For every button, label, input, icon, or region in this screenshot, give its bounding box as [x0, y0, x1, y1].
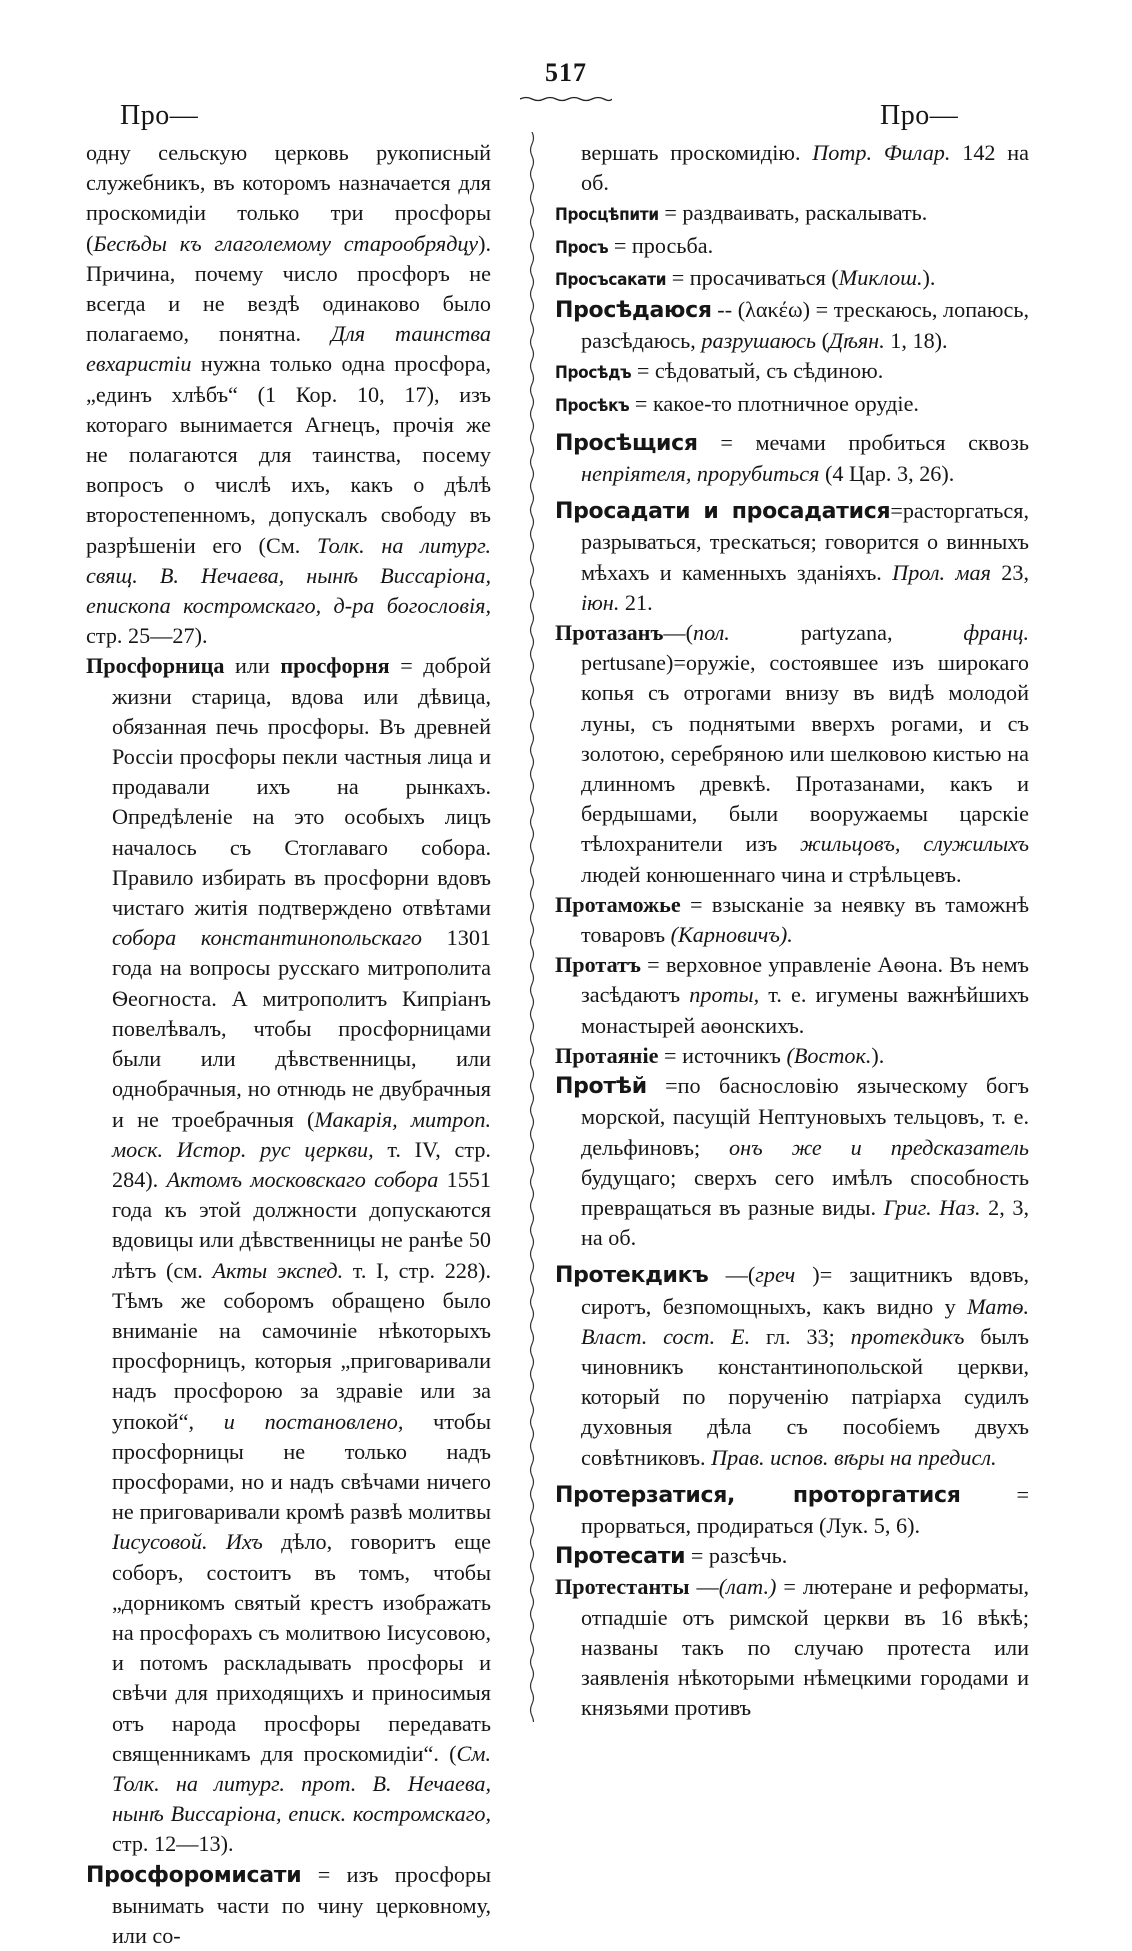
reference-text: Дѣян.	[828, 328, 885, 354]
headword: Протѣй	[555, 1074, 647, 1100]
entry-text: 2, 3, на об.	[581, 1194, 1030, 1251]
entry-text: 142 на об.	[581, 140, 1029, 196]
entry-text: 21.	[619, 589, 653, 615]
reference-text: См. Толк. на литург. прот. В. Нечаева, нынѣ Виссаріона, еписк. костромскаго,	[112, 1740, 491, 1827]
reference-text: Акты экспед.	[212, 1257, 344, 1283]
reference-text: Бесѣды къ глаголемому старообрядцу	[93, 230, 479, 256]
reference-text: іюн.	[581, 589, 620, 615]
headword: Протатъ	[555, 952, 641, 978]
headword: Просѣдъ	[555, 363, 632, 384]
entry-text: = какое-то плотничное орудіе.	[629, 390, 919, 416]
dictionary-entry	[555, 890, 1029, 950]
reference-text: греч	[755, 1262, 796, 1288]
dictionary-entry	[555, 1480, 1029, 1541]
reference-text: непріятеля, прорубиться	[581, 461, 820, 487]
entry-text: (4 Цар. 3, 26).	[819, 461, 955, 487]
page-number: 517	[545, 58, 587, 87]
reference-text: Макарія, митроп. моск. Истор. рус церкви,	[112, 1106, 492, 1162]
reference-text: (Восток.	[786, 1042, 872, 1068]
reference-text: и постановлено,	[223, 1408, 404, 1434]
entry-text: = доброй жизни старица, вдова или дѣвица, обязанная печь просфоры. Въ древней Россіи просфоры пекли частныя лица и продавали ихъ на рынкахъ. Опредѣленіе на это особыхъ лицъ началось съ Стоглаваго собора. Правило избирать въ просфорни вдовъ чистаго житія подтверждено отвѣтами	[112, 653, 491, 921]
dictionary-entry	[555, 356, 1029, 388]
headword: Просѣкъ	[555, 395, 630, 416]
page-number-rule	[520, 96, 612, 102]
entry-text: 23,	[990, 559, 1029, 585]
entry-text: т. I, стр. 228). Тѣмъ же соборомъ обращено было вниманіе на самочиніе нѣкоторыхъ просфорницъ, которыя „приговаривали надъ просфорою за здравіе или за упокой“,	[112, 1257, 491, 1434]
reference-text: пол.	[692, 620, 730, 646]
reference-text: жильцовъ, служилыхъ	[800, 831, 1029, 857]
headword: Протазанъ	[555, 620, 664, 646]
dictionary-entry	[555, 1260, 1029, 1472]
reference-text: Актомъ московскаго собора	[166, 1166, 439, 1192]
entry-text: = источникъ	[658, 1042, 787, 1068]
entry-text: =расторгаться, разрываться, трескаться; говорится о винныхъ мѣхахъ и каменныхъ зданіяхъ.	[581, 498, 1029, 585]
dictionary-entry	[555, 1041, 1029, 1071]
reference-text: Для таинства евхаристіи	[86, 321, 491, 377]
entry-text: = мечами пробиться сквозь	[697, 429, 1029, 455]
dictionary-entry	[86, 1860, 491, 1951]
reference-text: онъ же и предсказатель	[729, 1134, 1030, 1160]
headword: Просфоромисати	[86, 1862, 302, 1888]
column-divider	[527, 132, 537, 1722]
entry-text: = просьба.	[608, 232, 714, 258]
reference-text: разрушаюсь	[701, 328, 817, 354]
dictionary-entry	[555, 1541, 1029, 1572]
left-column	[86, 138, 491, 1951]
entry-text: = прорваться, продираться (Лук. 5, 6).	[581, 1481, 1029, 1538]
headword: Протаможье	[555, 891, 681, 917]
entry-text: или	[224, 653, 281, 679]
dictionary-entry	[555, 231, 1029, 263]
dictionary-entry	[555, 618, 1029, 890]
reference-text: (лат.)	[718, 1574, 777, 1600]
reference-text: Миклош.	[838, 264, 923, 290]
headword: Протаяніе	[555, 1042, 659, 1068]
dictionary-entry	[555, 950, 1029, 1041]
entry-text: стр. 25—27).	[86, 623, 208, 649]
entry-text: = сѣдоватый, съ сѣдиною.	[631, 358, 884, 384]
headword: Протестанты	[555, 1574, 690, 1600]
reference-text: франц.	[963, 620, 1029, 646]
right-column	[555, 138, 1029, 1723]
entry-text: ).	[922, 264, 936, 290]
entry-text: былъ чиновникъ константинопольской церкви, который по порученію патріарха судилъ духовныя дѣла съ пособіемъ двухъ совѣтниковъ.	[581, 1323, 1029, 1470]
headword: просфорня	[280, 653, 390, 679]
entry-text: (	[816, 328, 829, 354]
entry-text: = лютеране и реформаты, отпадшіе отъ римской церкви въ 16 вѣкѣ; названы такъ по случаю протеста или заявленія нѣкоторыми нѣмецкими городами и князьями противъ	[581, 1574, 1030, 1721]
dictionary-entry	[86, 651, 491, 1859]
headword: Просѣщися	[555, 430, 698, 456]
headword: Протекдикъ	[555, 1263, 709, 1289]
entry-text: =по баснословію языческому богъ морской, пасущій Нептуновыхъ тельцовъ, т. е. дельфиновъ;	[581, 1073, 1029, 1160]
entry-text: одну сельскую церковь рукописный служебникъ, въ которомъ назначается для проскомидіи только три просфоры (	[86, 140, 491, 256]
reference-text: Іисусовой. Ихъ	[112, 1529, 263, 1555]
headword: Просъ	[555, 237, 609, 258]
reference-text: собора константинопольскаго	[112, 925, 422, 951]
entry-text: вершать проскомидію.	[581, 140, 813, 165]
headword: Просъсакати	[555, 269, 667, 290]
entry-text: 1301 года на вопросы русскаго митрополита Ѳеогноста. А митрополитъ Кипріанъ повелѣвалъ, чтобы просфорницами были или дѣвственницы, или однобрачныя, но отнюдь не двубрачныя и не троебрачныя (	[112, 925, 492, 1132]
entry-text: 1551 года къ этой должности допускаются вдовицы или дѣвственницы не ранѣе 50 лѣтъ (см.	[112, 1166, 491, 1283]
entry-text: будущаго; сверхъ сего имѣлъ способность превращаться въ разные виды.	[581, 1164, 1029, 1220]
dictionary-entry	[555, 389, 1029, 421]
dictionary-entry	[555, 1071, 1029, 1253]
dictionary-entry	[555, 428, 1029, 489]
entry-text: ). Причина, почему число просфоръ не всегда и не вездѣ одинаково было полагаемо, понятна.	[86, 230, 491, 347]
entry-text: —(	[708, 1262, 756, 1288]
dictionary-entry	[555, 295, 1029, 356]
headword: Протесати	[555, 1544, 686, 1570]
entry-continuation	[86, 138, 491, 651]
reference-text: проты,	[689, 982, 760, 1008]
entry-text: 1, 18).	[884, 328, 948, 354]
reference-text: Прав. испов. вѣры на предисл.	[711, 1444, 997, 1470]
entry-continuation	[555, 138, 1029, 198]
entry-text: )= защитникъ вдовъ, сиротъ, безпомощныхъ, какъ видно у	[581, 1262, 1030, 1319]
dictionary-entry	[555, 263, 1029, 295]
dictionary-entry	[555, 198, 1029, 230]
entry-text: т. IV, стр. 284).	[112, 1136, 491, 1192]
entry-text: = верховное управленіе Аѳона. Въ немъ засѣдаютъ	[581, 952, 1029, 1008]
entry-text: = просачиваться (	[666, 264, 839, 290]
headword: Просфорница	[86, 653, 225, 679]
entry-text: нужна только одна просфора, „единъ хлѣбъ“ (1 Кор. 10, 17), изъ котораго вынимается Агнецъ, прочія же не полагаются для таинства, посему вопросъ о числѣ ихъ, какъ о дѣлѣ второстепенномъ, допускалъ свободу въ разрѣшеніи его (См.	[86, 351, 491, 558]
entry-text: гл. 33;	[750, 1323, 851, 1349]
entry-text: чтобы просфорницы не только надъ просфорами, но и надъ свѣчами ничего не приговаривали кромѣ развѣ молитвы	[112, 1408, 491, 1525]
reference-text: Толк. на литург. свящ. В. Нечаева, нынѣ Виссаріона, епископа костромскаго, д-ра богословія,	[86, 532, 491, 619]
entry-text: pertusane)=оружіе, состоявшее изъ широкаго копья съ отрогами внизу въ видѣ молодой луны, съ поднятыми вверхъ рогами, и съ золотою, серебряною или шелковою кистью на длинномъ древкѣ. Протазанами, какъ и бердышами, были вооружаемы царскіе тѣлохранители изъ	[581, 650, 1029, 857]
headword: Просцѣпити	[555, 205, 659, 226]
entry-text: т. е. игумены важнѣйшихъ монастырей аѳонскихъ.	[581, 982, 1029, 1038]
reference-text: Потр. Филар.	[812, 140, 951, 165]
entry-text: —	[689, 1574, 719, 1600]
entry-text: ).	[871, 1042, 885, 1068]
reference-text: Матѳ. Власт. сост. Е.	[581, 1293, 1029, 1349]
reference-text: Григ. Наз.	[883, 1194, 981, 1220]
headword: Протерзатися, проторгатися	[555, 1482, 961, 1508]
entry-text: —(	[663, 620, 693, 646]
running-head-right: Про—	[880, 100, 959, 131]
running-head-left: Про—	[120, 100, 199, 131]
headword: Просѣдаюся	[555, 298, 712, 324]
reference-text: протекдикъ	[850, 1323, 965, 1349]
dictionary-entry	[555, 1572, 1029, 1723]
dictionary-entry	[555, 496, 1029, 618]
reference-text: (Карновичъ).	[670, 922, 793, 948]
headword: Просадати и просадатися	[555, 499, 891, 525]
entry-text: = изъ просфоры вынимать части по чину церковному, или со-	[112, 1861, 491, 1948]
entry-text: дѣло, говоритъ еще соборъ, состоитъ въ томъ, чтобы „дорникомъ святый крестъ изображать на просфорахъ съ молитвою Іисусовою, и потомъ раскладывать просфоры и свѣчи для приходящихъ и приносимыя отъ народа просфоры передавать священникамъ для проскомидіи“. (	[112, 1529, 491, 1766]
entry-text: = раздваивать, раскалывать.	[658, 200, 928, 226]
entry-text: partyzana,	[729, 620, 964, 646]
entry-text: -- (λακέω) = трескаюсь, лопаюсь, разсѣдаюсь,	[581, 297, 1029, 354]
entry-text: = взысканіе за неявку въ таможнѣ товаровъ	[581, 891, 1029, 948]
entry-text: стр. 12—13).	[112, 1831, 234, 1857]
entry-text: = разсѣчь.	[685, 1543, 788, 1569]
reference-text: Прол. мая	[892, 559, 991, 585]
entry-text: людей конюшеннаго чина и стрѣльцевъ.	[581, 861, 962, 887]
